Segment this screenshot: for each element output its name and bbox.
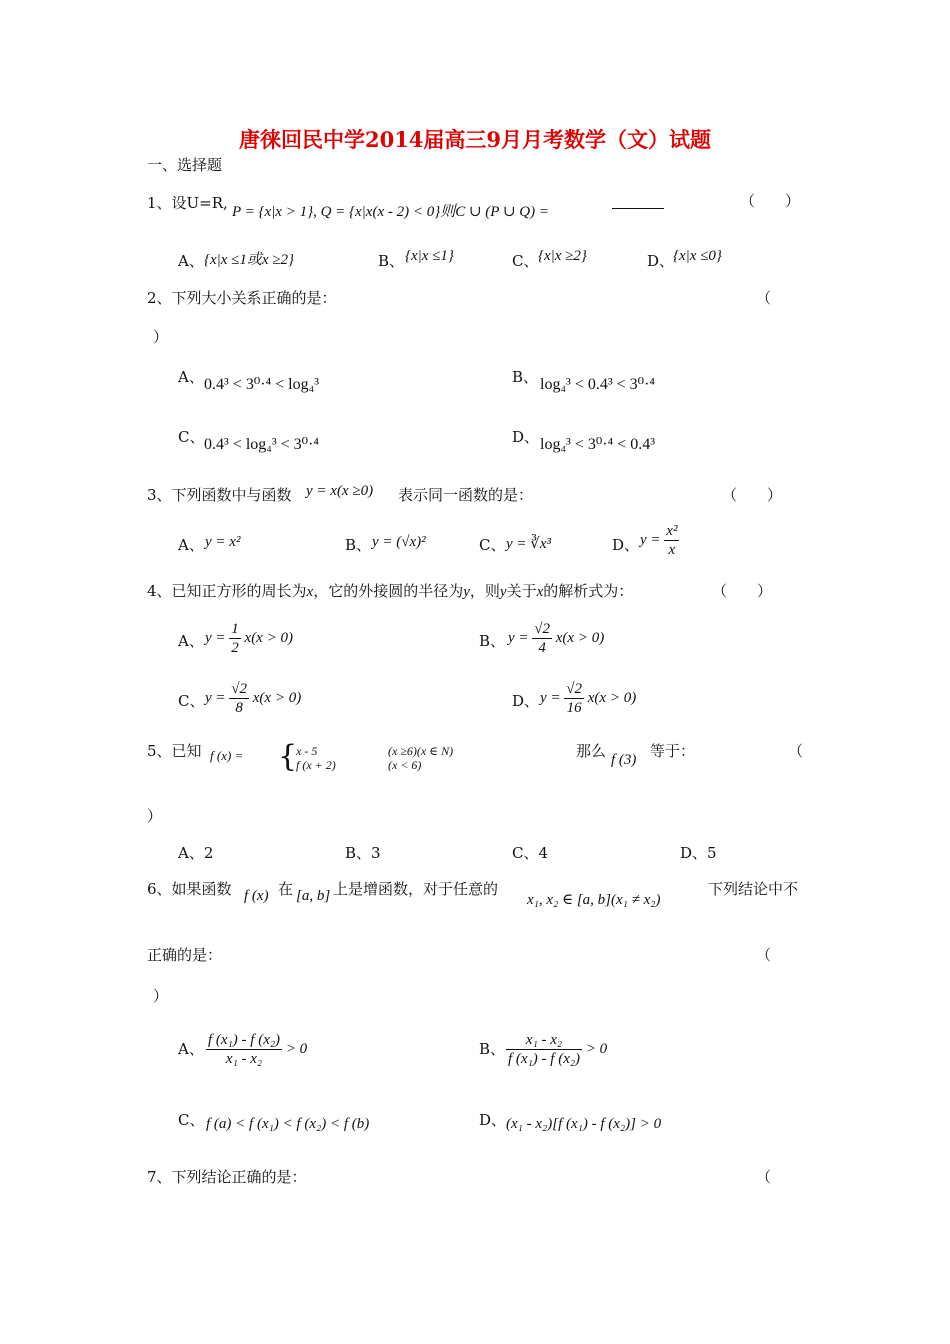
- q3-option-a-label: A、: [178, 536, 204, 554]
- q4-option-c: [205, 680, 301, 717]
- q5-case1-condition: (x ≥6)(x ∈ N): [388, 744, 454, 758]
- q5-post: 等于：: [650, 742, 696, 760]
- q4-option-d-label: D、: [512, 692, 540, 710]
- q6-option-d-label: D、: [479, 1111, 507, 1129]
- q4-option-a-numerator: 1: [231, 621, 239, 637]
- q5-option-b: B、3: [345, 844, 381, 862]
- q4-stem-part4: 关于: [506, 582, 537, 600]
- section-heading: 一、选择题: [147, 156, 223, 174]
- q4-stem-part5: 的解析式为：: [543, 582, 634, 600]
- q3-paren: （ ）: [722, 486, 783, 504]
- q4-stem-part2: ，它的外接圆的半径为: [313, 582, 464, 600]
- q6-option-a-denominator: x₁ - x₂: [225, 1051, 263, 1067]
- q4-var-y: y: [463, 584, 470, 600]
- q6-option-b-denominator: f (x₁) - f (x₂): [508, 1051, 581, 1067]
- q5-case2: f (x + 2): [296, 758, 336, 772]
- q5-option-a: A、2: [178, 844, 214, 862]
- q4-option-a: [205, 620, 293, 657]
- q3-option-b: y = (√x)²: [372, 534, 426, 550]
- q2-option-a: 0.4³ < 3⁰·⁴ < log₄³: [204, 376, 319, 393]
- q4-option-b-denominator: 4: [538, 640, 546, 656]
- q6-paren-close: ）: [153, 987, 169, 1005]
- q4-option-c-tail: x(x > 0): [252, 689, 302, 706]
- q4-option-b-lhs: y =: [508, 629, 529, 646]
- q1-formula: P = {x|x > 1}, Q = {x|x(x - 2) < 0}则C ∪ (P ∪ Q) =: [232, 204, 549, 220]
- q6-stem-part1: 6、如果函数: [147, 880, 232, 898]
- q3-option-c-label: C、: [479, 536, 506, 554]
- q6-stem-part5: 正确的是：: [147, 946, 223, 964]
- q4-option-d-tail: x(x > 0): [587, 689, 637, 706]
- q3-option-d-denominator: x: [668, 542, 676, 558]
- q3-option-d-label: D、: [612, 536, 640, 554]
- q6-option-a-tail: > 0: [285, 1040, 308, 1057]
- q2-option-d-label: D、: [512, 428, 540, 446]
- q6-option-a-fraction: [206, 1031, 282, 1068]
- page-title: 唐徕回民中学2014届高三9月月考数学（文）试题: [238, 127, 712, 152]
- q2-option-a-label: A、: [178, 368, 204, 386]
- q5-brace: {: [278, 739, 298, 774]
- q1-option-b: {x|x ≤1}: [405, 248, 454, 264]
- q1-option-c-label: C、: [512, 252, 539, 270]
- q6-option-c: f (a) < f (x₁) < f (x₂) < f (b): [206, 1116, 370, 1132]
- q6-option-b: [506, 1031, 607, 1068]
- q5-stem: 5、已知: [147, 742, 202, 760]
- q1-option-d: {x|x ≤0}: [673, 248, 722, 264]
- q6-stem-part4: 下列结论中不: [708, 880, 799, 898]
- q6-option-d: (x₁ - x₂)[f (x₁) - f (x₂)] > 0: [506, 1116, 662, 1132]
- q6-option-b-tail: > 0: [585, 1040, 608, 1057]
- q3-stem-post: 表示同一函数的是：: [398, 486, 534, 504]
- q1-stem: 1、设U=R,: [147, 194, 228, 212]
- q1-option-b-label: B、: [378, 252, 405, 270]
- q4-option-c-denominator: 8: [235, 700, 243, 716]
- q2-stem: 2、下列大小关系正确的是：: [147, 289, 337, 307]
- q5-option-c: C、4: [512, 844, 549, 862]
- q4-paren: （ ）: [712, 582, 773, 600]
- q5-cases: [296, 744, 336, 772]
- q4-option-d-numerator: √2: [566, 681, 583, 697]
- q6-stem-part2: 在: [278, 880, 294, 898]
- q2-paren-close: ）: [153, 328, 169, 346]
- q6-option-a-label: A、: [178, 1040, 204, 1058]
- q5-lhs: f (x) =: [210, 748, 244, 763]
- q6-fx: f (x): [244, 888, 269, 904]
- q3-option-b-label: B、: [345, 536, 372, 554]
- q1-option-c: {x|x ≥2}: [538, 248, 587, 264]
- q4-var-x-2: x: [536, 584, 544, 600]
- q4-option-d-denominator: 16: [566, 700, 582, 716]
- q5-f3: f (3): [611, 752, 637, 768]
- q2-option-b: log₄³ < 0.4³ < 3⁰·⁴: [540, 376, 655, 393]
- q4-stem-part3: ，则: [469, 582, 500, 600]
- q6-interval: [a, b]: [296, 888, 331, 904]
- q5-case2-condition: (x < 6): [388, 758, 422, 772]
- q4-stem: [147, 580, 633, 601]
- q6-option-b-fraction: [506, 1031, 582, 1068]
- q3-option-a: y = x²: [205, 534, 241, 550]
- q5-paren-close: ）: [147, 807, 163, 825]
- q1-option-a: {x|x ≤1或x ≥2}: [204, 252, 295, 268]
- q5-mid: 那么: [576, 742, 607, 760]
- q2-option-d: log₄³ < 3⁰·⁴ < 0.4³: [540, 436, 655, 453]
- q7-stem: 7、下列结论正确的是：: [147, 1168, 307, 1186]
- q4-option-d-fraction: [564, 680, 584, 717]
- q6-option-a: [206, 1031, 307, 1068]
- q4-option-c-fraction: [229, 680, 249, 717]
- q3-option-d: [640, 522, 679, 559]
- q4-option-c-lhs: y =: [205, 689, 226, 706]
- q3-option-d-numerator: x²: [666, 523, 678, 539]
- q1-answer-line: [612, 208, 664, 209]
- q1-paren: （ ）: [740, 192, 801, 210]
- q6-xs: x₁, x₂ ∈ [a, b](x₁ ≠ x₂): [527, 892, 661, 908]
- q6-stem-part3: 上是增函数，对于任意的: [333, 880, 499, 898]
- q4-option-c-label: C、: [178, 692, 205, 710]
- q4-option-a-tail: x(x > 0): [244, 629, 293, 646]
- q4-option-a-lhs: y =: [205, 629, 226, 646]
- q6-option-a-numerator: f (x₁) - f (x₂): [208, 1032, 281, 1048]
- q4-var-x: x: [306, 584, 314, 600]
- q1-option-a-label: A、: [178, 252, 204, 270]
- q4-option-b-fraction: [532, 620, 552, 657]
- q4-var-y-2: y: [499, 584, 507, 600]
- q6-option-c-label: C、: [178, 1111, 205, 1129]
- q7-paren-open: （: [756, 1168, 772, 1186]
- q6-option-b-numerator: x₁ - x₂: [506, 1031, 582, 1050]
- q4-option-a-denominator: 2: [231, 640, 239, 656]
- q6-option-b-label: B、: [479, 1040, 506, 1058]
- q5-paren-open: （: [788, 742, 804, 760]
- q4-option-d: [540, 680, 636, 717]
- q5-conditions: [388, 744, 453, 772]
- q4-option-c-numerator: √2: [231, 681, 248, 697]
- q3-stem-formula: y = x(x ≥0): [306, 483, 374, 499]
- q3-option-d-fraction: [664, 522, 679, 559]
- q4-option-b: [508, 620, 604, 657]
- q4-stem-part1: 4、已知正方形的周长为: [147, 582, 307, 600]
- q2-paren-open: （: [756, 289, 772, 307]
- q5-option-d: D、5: [680, 844, 717, 862]
- q1-option-d-label: D、: [647, 252, 675, 270]
- q4-option-a-fraction: [229, 620, 241, 657]
- q4-option-d-lhs: y =: [540, 689, 561, 706]
- q3-option-d-prefix: y =: [640, 531, 661, 548]
- q5-case1: x - 5: [296, 744, 318, 758]
- q2-option-b-label: B、: [512, 368, 539, 386]
- q2-option-c: 0.4³ < log₄³ < 3⁰·⁴: [204, 436, 319, 453]
- q4-option-b-label: B、: [479, 632, 506, 650]
- q4-option-b-tail: x(x > 0): [555, 629, 605, 646]
- q4-option-b-numerator: √2: [534, 621, 551, 637]
- q2-option-c-label: C、: [178, 428, 205, 446]
- q6-paren-open: （: [756, 946, 772, 964]
- q4-option-a-label: A、: [178, 632, 204, 650]
- q3-option-c: y = ∛x³: [506, 536, 551, 552]
- q3-stem-pre: 3、下列函数中与函数: [147, 486, 292, 504]
